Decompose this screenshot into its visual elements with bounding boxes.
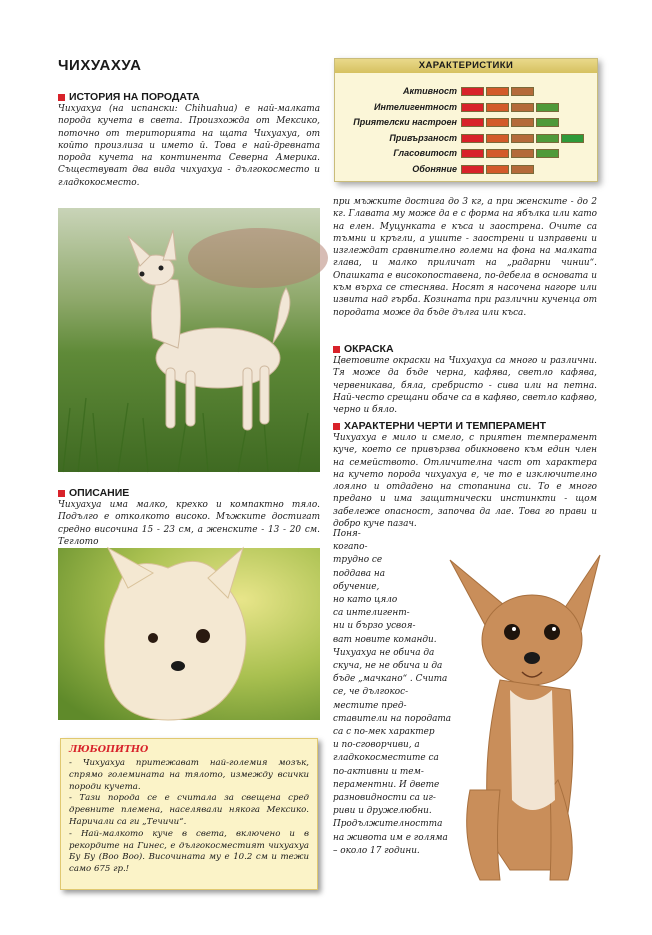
rating-bars xyxy=(461,165,584,174)
rating-bar xyxy=(561,149,584,158)
fun-facts-list xyxy=(69,758,309,876)
rating-bar xyxy=(461,149,484,158)
wrap-line: риви и дружелюбни. xyxy=(333,806,432,817)
history-heading-text: ИСТОРИЯ НА ПОРОДАТА xyxy=(69,91,200,103)
rating-bar xyxy=(486,165,509,174)
rating-bar xyxy=(561,103,584,112)
wrap-line: по-активни и тем- xyxy=(333,766,424,777)
rating-bars xyxy=(461,118,584,127)
wrap-line: разновидности са иг- xyxy=(333,793,436,803)
wrap-line: гладкокосместите са xyxy=(333,753,439,764)
bullet-square xyxy=(58,490,65,497)
temperament-heading-text: ХАРАКТЕРНИ ЧЕРТИ И ТЕМПЕРАМЕНТ xyxy=(344,420,547,432)
rating-bar xyxy=(511,134,534,143)
fun-facts-heading: ЛЮБОПИТНО xyxy=(69,744,149,755)
history-text: Чихуахуа (на испански: Chihuahua) е най-малката порода кучета в света. Произхожда от Мексико, поточно от територията на щата Чихуахуа, от който произлиза и името й. Това е най-древната порода кучета на континента Северна Америка. Съществуват два вида чихуахуа - дългокосместо и гладкокосместо. xyxy=(58,104,320,188)
temperament-text-guard: Това го прави и добро куче пазач. xyxy=(333,506,598,530)
wrap-line: обучение, xyxy=(333,581,380,592)
bullet-square xyxy=(58,94,65,101)
wrap-line: и по-сговорчиви, а xyxy=(333,740,420,751)
rating-bar xyxy=(461,134,484,143)
wrap-line: ват новите команди. xyxy=(333,634,437,645)
rating-bar xyxy=(486,118,509,127)
rating-bar xyxy=(511,149,534,158)
page-title: ЧИХУАХУА xyxy=(58,57,142,74)
rating-bar xyxy=(536,149,559,158)
temperament-text-main: Чихуахуа е мило и смело, с приятен темперамент куче, което се привързва обикновено към един член на семейството. Отличителна част от характера на кучето порода чихуахуа е, че то е изключително лоялно и отдадено на стопанина си. То е много предано и има защитнически инстинкти - щом забележе опасност, започва да лае. xyxy=(333,433,597,517)
characteristics-title: ХАРАКТЕРИСТИКИ xyxy=(335,59,597,73)
fun-fact-item: - Чихуахуа притежават най-големия мозък, спрямо големината на тялото, измежду всички породи кучета. xyxy=(69,758,309,792)
rating-bar xyxy=(461,103,484,112)
characteristic-label: Гласовитост xyxy=(393,148,457,159)
description-text: Чихуахуа има малко, крехко и компактно тяло. Подълго е отколкото високо. Мъжките достигат средно височина 15 - 23 см, а женските - 13 - 20 см. Теглото xyxy=(58,500,320,547)
wrap-line: ставители на породата xyxy=(333,713,452,724)
rating-bar xyxy=(536,134,559,143)
wrap-line: на живота им е голяма xyxy=(333,832,448,843)
longhair-dog-image xyxy=(58,548,320,720)
wrap-line: местите пред- xyxy=(333,700,407,711)
characteristic-label: Интелигентност xyxy=(374,101,457,112)
standing-dog-photo xyxy=(58,208,320,472)
rating-bar xyxy=(511,87,534,96)
rating-bar xyxy=(486,87,509,96)
wrap-line: трудно се xyxy=(333,555,383,566)
rating-bar xyxy=(561,165,584,174)
wrap-line: са с по-мек характер xyxy=(333,727,435,737)
longhair-dog-photo xyxy=(58,548,320,720)
wrap-line: но като цяло xyxy=(333,595,398,605)
rating-bar xyxy=(461,118,484,127)
characteristic-row xyxy=(335,132,597,146)
bullet-square xyxy=(333,423,340,430)
wrap-line: Чихуахуа не обича да xyxy=(333,647,435,658)
rating-bar xyxy=(536,87,559,96)
characteristic-row xyxy=(335,147,597,161)
wrap-line: се, че дългокос- xyxy=(333,687,409,698)
rating-bar xyxy=(561,118,584,127)
description-heading xyxy=(58,487,129,499)
color-heading xyxy=(333,343,394,355)
characteristic-label: Активност xyxy=(403,86,457,96)
history-heading xyxy=(58,91,200,103)
characteristic-row xyxy=(335,163,597,177)
standing-dog-image xyxy=(58,208,320,472)
characteristic-row xyxy=(335,85,597,99)
rating-bar xyxy=(486,134,509,143)
rating-bar xyxy=(511,118,534,127)
characteristic-label: Привързаност xyxy=(389,132,457,143)
characteristic-label: Обоняние xyxy=(412,164,457,174)
wrap-line: Поня- xyxy=(333,529,361,539)
description-heading-text: ОПИСАНИЕ xyxy=(69,487,130,499)
characteristics-box xyxy=(334,58,598,182)
rating-bars xyxy=(461,134,584,143)
characteristic-row xyxy=(335,116,597,130)
puppy-photo xyxy=(440,540,610,895)
color-heading-text: ОКРАСКА xyxy=(344,343,394,355)
description-continued: при мъжките достига до 3 кг, а при женските - до 2 кг. Главата му може да е с форма на ябълка или като на елен. Муцунката е къса и заострена. Очите са тъмни и кръгли, а ушите - заострени и изправени и изглеждат сравнително големи на фона на малката глава, и малко приличат на „радарни чинии“. Опашката е високопоставена, по-дебела в основата и към върха се стеснява. Носят я насочена нагоре или извита над гърба. Козината при различни кученца от породата може да бъде дълга или къса. xyxy=(333,197,597,318)
wrap-line: пераментни. И двете xyxy=(333,779,440,790)
rating-bar xyxy=(461,87,484,96)
rating-bars xyxy=(461,87,584,96)
rating-bars xyxy=(461,149,584,158)
bullet-square xyxy=(333,346,340,353)
rating-bar xyxy=(486,103,509,112)
rating-bar xyxy=(486,149,509,158)
wrap-line: са интелигент- xyxy=(333,608,410,619)
characteristic-row xyxy=(335,101,597,115)
rating-bar xyxy=(561,87,584,96)
temperament-text xyxy=(333,432,597,530)
fun-facts-box xyxy=(60,738,318,890)
fun-fact-item: - Най-малкото куче в света, включено и в рекордите на Гинес, е дългокосместият чихуахуа Бу Бу (Boo Boo). Височината му е 10.2 см и тежи само 675 гр.! xyxy=(69,828,309,875)
wrap-line: бъде „мачкано“ . Счита xyxy=(333,674,448,685)
wrap-line: Продължителността xyxy=(333,819,443,830)
wrap-line: когапо- xyxy=(333,542,368,553)
fun-fact-item: - Тази порода се е считала за свещена сред древните племена, населявали някога Мексико. Наричали са ги „Течичи“. xyxy=(69,793,309,827)
puppy-image xyxy=(440,540,610,895)
rating-bar xyxy=(511,103,534,112)
rating-bars xyxy=(461,103,584,112)
rating-bar xyxy=(561,134,584,143)
wrap-line: поддава на xyxy=(333,568,386,579)
rating-bar xyxy=(511,165,534,174)
temperament-heading xyxy=(333,420,546,432)
wrap-line: – около 17 години. xyxy=(333,845,420,856)
rating-bar xyxy=(536,118,559,127)
rating-bar xyxy=(536,165,559,174)
wrap-line: ни и бързо усвоя- xyxy=(333,621,416,632)
wrap-line: скуча, не не обича и да xyxy=(333,661,443,671)
rating-bar xyxy=(536,103,559,112)
characteristic-label: Приятелски настроен xyxy=(353,117,457,128)
color-text: Цветовите окраски на Чихуахуа са много и различни. Тя може да бъде черна, кафява, светло кафява, червеникава, бяла, сребристо - сива или на петна. Най-често срещани обаче са в кафяво, светло кафяво, черно и бяло. xyxy=(333,356,597,416)
rating-bar xyxy=(461,165,484,174)
